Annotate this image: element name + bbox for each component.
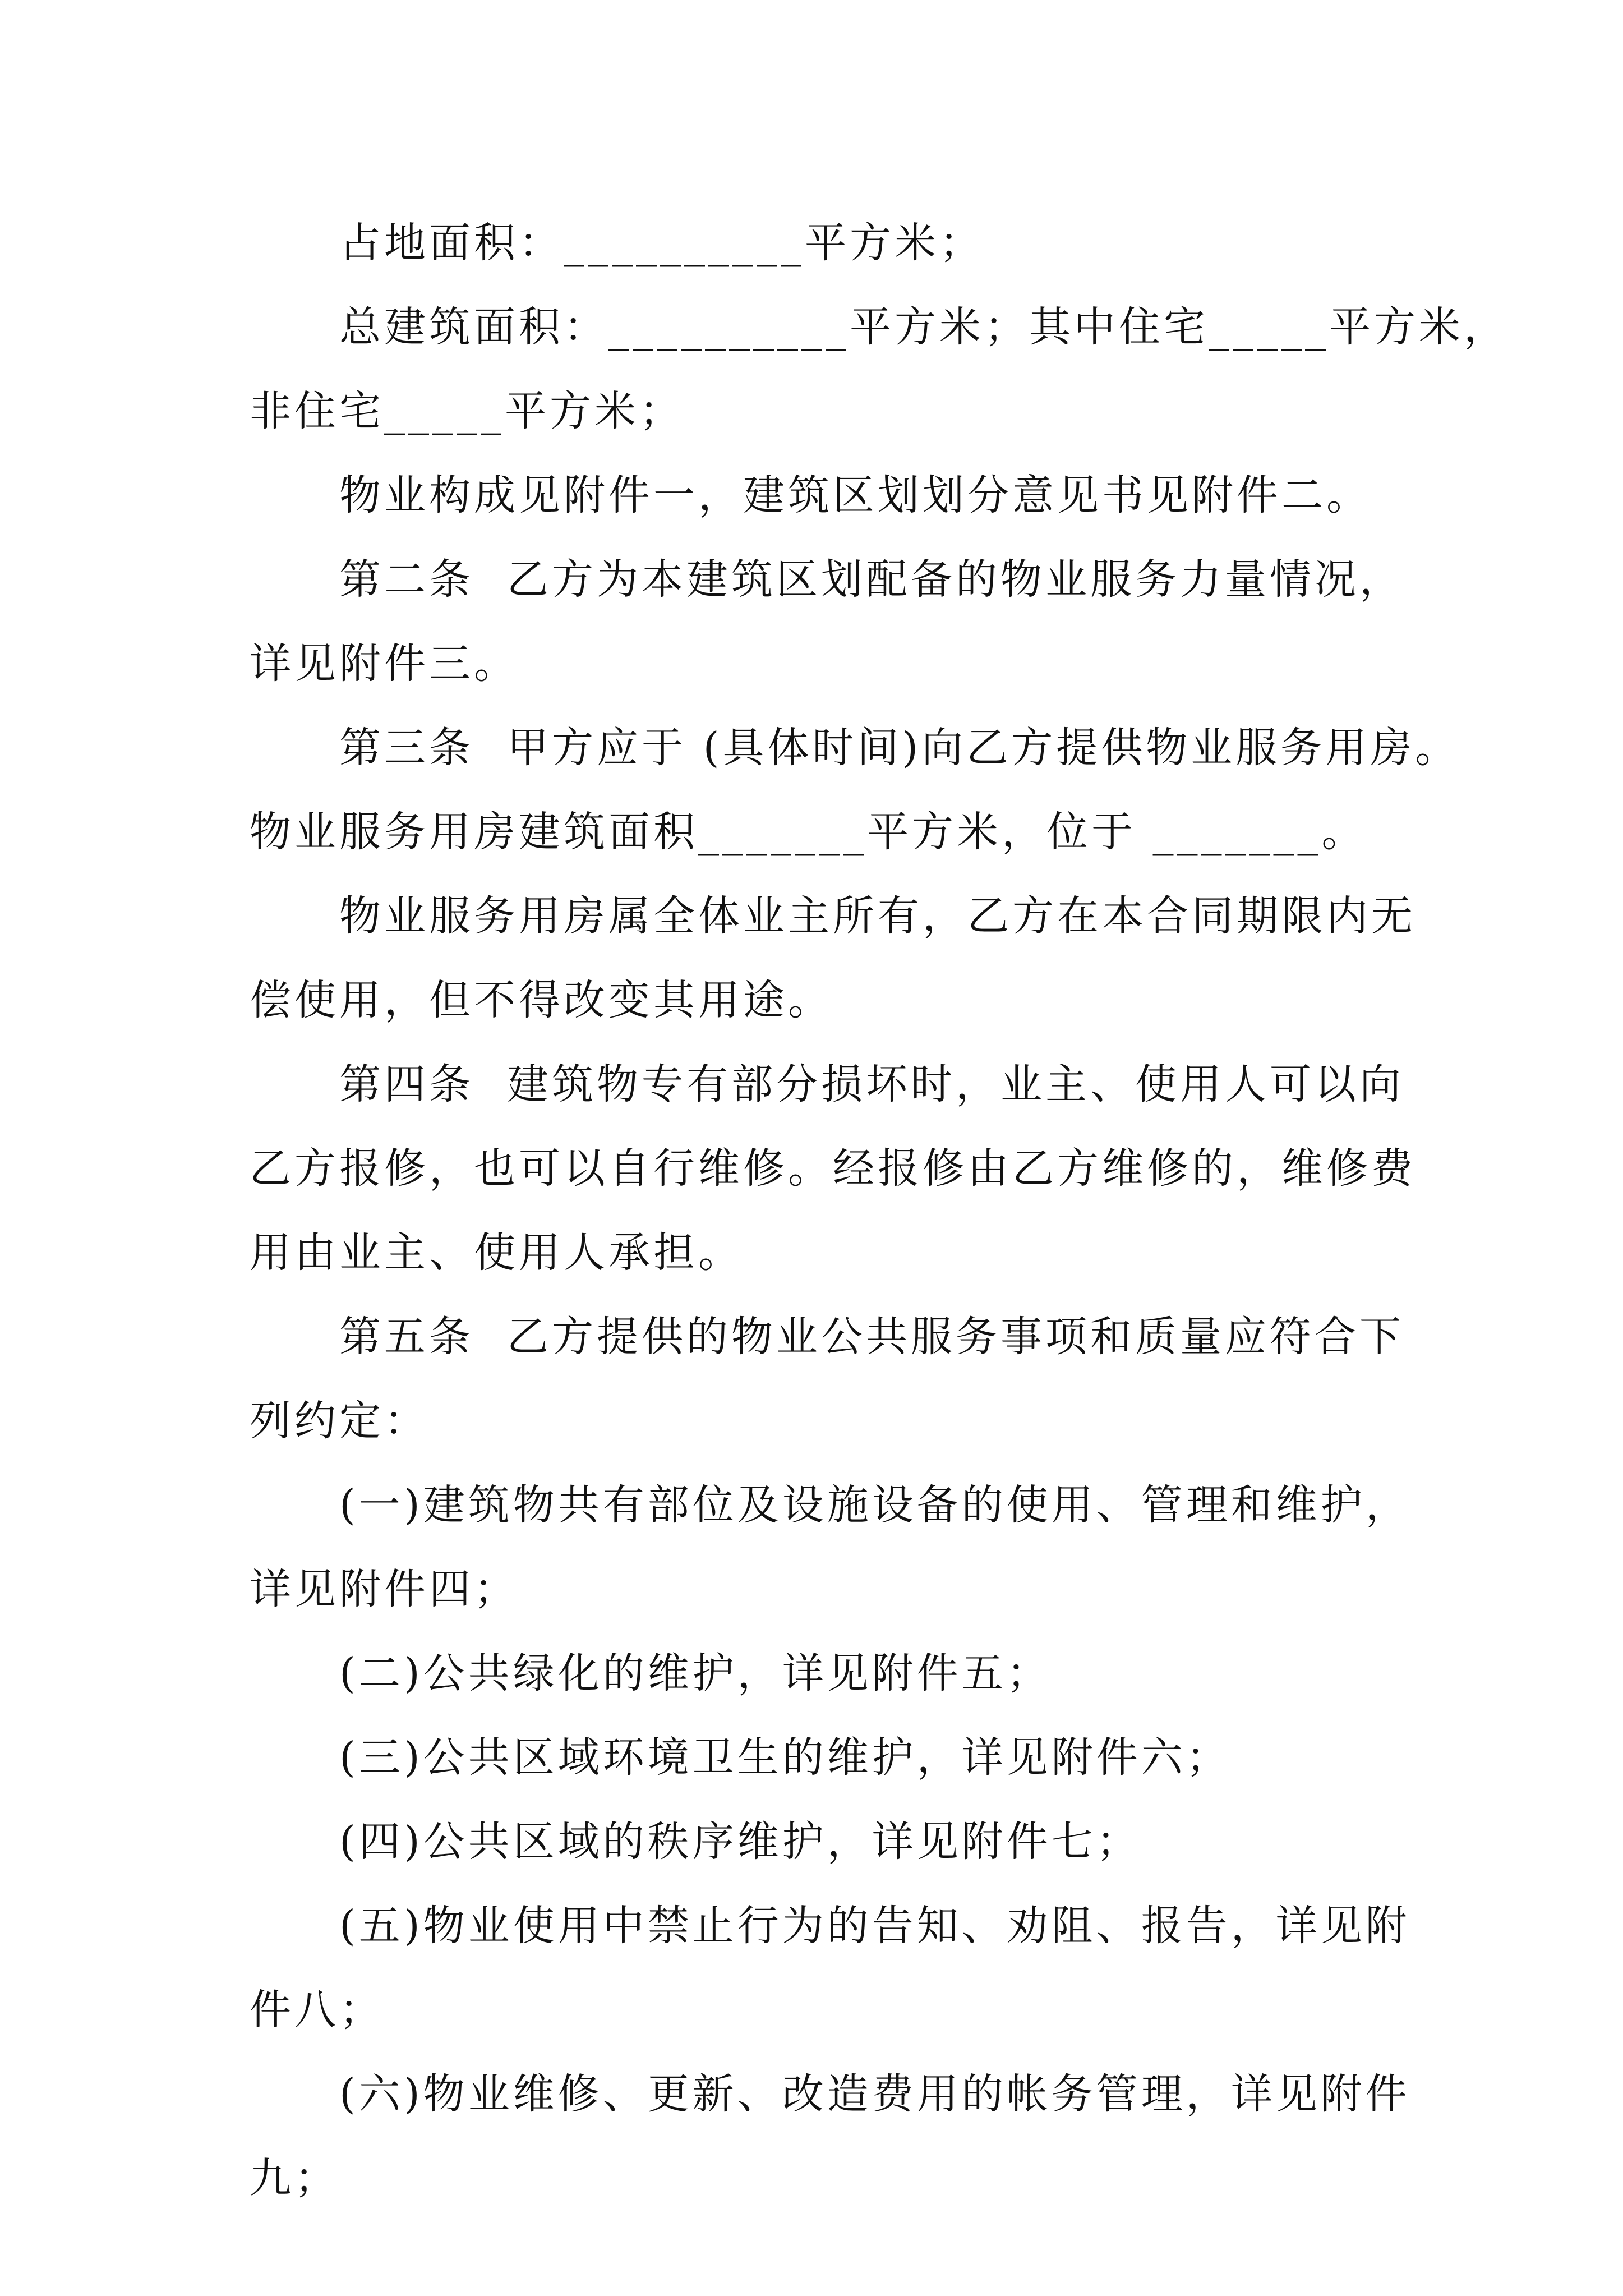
text-line-non-residential: 非住宅_____平方米； bbox=[250, 387, 684, 435]
text-line-item-1-cont: 详见附件四； bbox=[250, 1565, 519, 1613]
text-line-item-2: (二)公共绿化的维护，详见附件五； bbox=[339, 1649, 1052, 1697]
text-line-item-1: (一)建筑物共有部位及设施设备的使用、管理和维护， bbox=[339, 1481, 1410, 1529]
text-line-item-6: (六)物业维修、更新、改造费用的帐务管理，详见附件 bbox=[339, 2070, 1410, 2118]
text-line-article-4-cont: 乙方报修，也可以自行维修。经报修由乙方维修的，维修费 bbox=[250, 1144, 1416, 1193]
text-line-item-5: (五)物业使用中禁止行为的告知、劝阻、报告，详见附 bbox=[339, 1902, 1410, 1950]
text-line-article-5: 第五条 乙方提供的物业公共服务事项和质量应符合下 bbox=[339, 1313, 1405, 1361]
text-line-item-5-cont: 件八； bbox=[250, 1986, 384, 2034]
text-line-land-area: 占地面积：__________平方米； bbox=[339, 219, 984, 267]
text-line-article-4: 第四条 建筑物专有部分损坏时，业主、使用人可以向 bbox=[339, 1060, 1405, 1108]
text-line-service-room: 物业服务用房属全体业主所有，乙方在本合同期限内无 bbox=[339, 892, 1416, 940]
text-line-item-6-cont: 九； bbox=[250, 2154, 339, 2202]
text-line-article-5-cont: 列约定： bbox=[250, 1397, 429, 1445]
text-line-article-4-end: 用由业主、使用人承担。 bbox=[250, 1228, 743, 1277]
text-line-item-4: (四)公共区域的秩序维护，详见附件七； bbox=[339, 1818, 1141, 1866]
text-line-service-room-cont: 偿使用，但不得改变其用途。 bbox=[250, 976, 833, 1024]
text-line-total-area: 总建筑面积：__________平方米；其中住宅_____平方米， bbox=[339, 303, 1509, 351]
text-line-item-3: (三)公共区域环境卫生的维护，详见附件六； bbox=[339, 1733, 1231, 1782]
text-line-article-3: 第三条 甲方应于 (具体时间)向乙方提供物业服务用房。 bbox=[339, 724, 1460, 772]
text-line-article-2-cont: 详见附件三。 bbox=[250, 639, 519, 688]
text-line-article-2: 第二条 乙方为本建筑区划配备的物业服务力量情况， bbox=[339, 555, 1405, 604]
text-line-property-composition: 物业构成见附件一，建筑区划划分意见书见附件二。 bbox=[339, 471, 1371, 519]
text-line-article-3-cont: 物业服务用房建筑面积_______平方米，位于 _______。 bbox=[250, 808, 1367, 856]
